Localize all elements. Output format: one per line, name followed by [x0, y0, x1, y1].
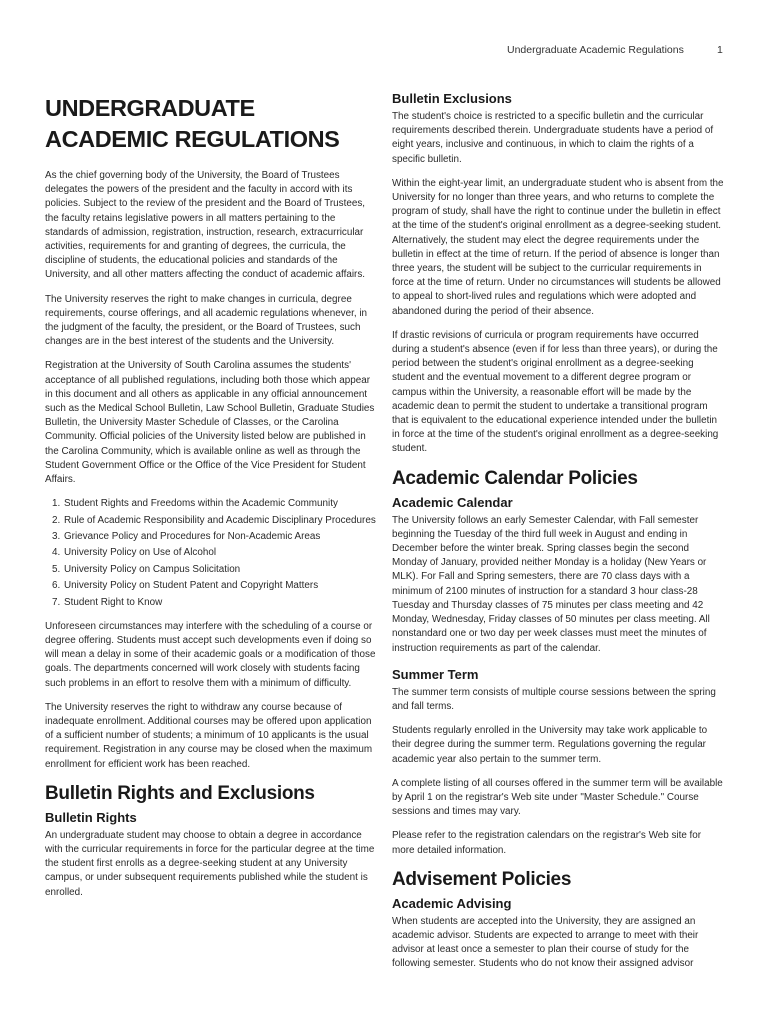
right-column [392, 90, 725, 982]
body-paragraph: The University reserves the right to withdraw any course because of inadequate enrollment. Additional courses may be offered upon application of a sufficient number of students; a minimum of 10 applicants is the usual requirement. Registration in any course may be closed when the maximum enrollment for efficient work has been reached. [45, 701, 373, 770]
subsection-heading: Bulletin Exclusions [392, 91, 512, 106]
section-heading: Academic Calendar Policies [392, 467, 638, 489]
body-paragraph: Unforeseen circumstances may interfere with the scheduling of a course or degree offering. Students must accept such developments even if doing so will mean a delay in some of their academic goals or a modification of those goals. The departments concerned will work closely with students facing such problems in an effort to resolve them with a minimum of difficulty. [45, 620, 376, 689]
subsection-heading: Bulletin Rights [45, 809, 137, 825]
list-item: 6. University Policy on Student Patent and Copyright Matters [63, 579, 378, 593]
list-item: 4. University Policy on Use of Alcohol [63, 546, 378, 560]
body-paragraph: Please refer to the registration calendars on the registrar's Web site for more detailed information. [392, 830, 702, 856]
list-item: 1. Student Rights and Freedoms within the Academic Community [63, 497, 378, 511]
policy-list [45, 497, 378, 610]
list-item: 5. University Policy on Campus Solicitation [63, 563, 378, 577]
body-paragraph: An undergraduate student may choose to obtain a degree in accordance with the curricular requirements in force for the particular degree at the time the student first enrolls as a degree-seeking student at any University campus, or under subsequent requirements published while the student is enrolled. [45, 829, 375, 898]
page-number: 1 [717, 44, 723, 56]
body-paragraph: When students are accepted into the University, they are assigned an academic advisor. Students are expected to arrange to meet with their advisor at least once a semester to plan their course of study for the following semester. Students who do not know their assigned advisor [392, 915, 699, 970]
list-item: 7. Student Right to Know [63, 596, 378, 610]
subsection-heading: Academic Calendar [392, 494, 513, 510]
running-title: Undergraduate Academic Regulations [507, 44, 684, 56]
left-column [45, 90, 378, 910]
intro-paragraph: The University reserves the right to make changes in curricula, degree requirements, course offerings, and all academic regulations whenever, in the judgment of the faculty, the president, or the Board of Trustees, such changes are in the best interest of the students and the University. [45, 293, 368, 348]
body-paragraph: The student's choice is restricted to a specific bulletin and the curricular requirements described therein. Undergraduate students have a period of eight years, inclusive and continuous, in which to claim the rights of a specific bulletin. [392, 111, 714, 165]
intro-paragraph: As the chief governing body of the University, the Board of Trustees delegates the powers of the president and the faculty in accord with its policies. Subject to the review of the president and the Board of Trustees, the faculty retains legislative powers in all matters pertaining to the standards of admission, registration, instruction, research, extracurricular activities, requirements for and granting of degrees, the curricula, the discipline of students, the educational policies and standards of the University, and all other matters affecting the conduct of academic affairs. [45, 170, 366, 281]
body-paragraph: If drastic revisions of curricula or program requirements have occurred during a student's absence (even if for less than three years), or during the period between the student's original enrollment as a degree-seeking student and the eventual movement to a different degree program or campus within the University, a reasonable effort will be made by the academic dean to permit the student to undertake a transitional program that is equivalent to the educational experience intended under the bulletin in force at the time of the student's original enrollment as a degree-seeking student. [392, 329, 719, 455]
body-paragraph: Students regularly enrolled in the University may take work applicable to their degree during the summer term. Regulations governing the regular academic year also pertain to the summer term. [392, 725, 708, 765]
list-item: 3. Grievance Policy and Procedures for Non-Academic Areas [63, 530, 378, 544]
list-item: 2. Rule of Academic Responsibility and Academic Disciplinary Procedures [63, 514, 378, 528]
subsection-heading: Summer Term [392, 666, 479, 682]
intro-paragraph: Registration at the University of South Carolina assumes the students' acceptance of all published regulations, including both those which appear in this document and all others as applicable in any official announcement such as the Medical School Bulletin, Law School Bulletin, Graduate Studies Bulletin, the University Master Schedule of Classes, or the Carolina Community. Official policies of the University listed below are published in the Carolina Community, which is available online as well as through the Student Government Office or the Office of the Vice President for Student Affairs. [45, 360, 375, 486]
section-heading: Advisement Policies [392, 868, 572, 890]
body-paragraph: The summer term consists of multiple course sessions between the spring and fall terms. [392, 686, 716, 712]
subsection-heading: Academic Advising [392, 895, 512, 911]
body-paragraph: A complete listing of all courses offered in the summer term will be available by April 1 on the registrar's Web site under "Master Schedule." Course sessions and times may vary. [392, 777, 723, 818]
body-paragraph: Within the eight-year limit, an undergraduate student who is absent from the University for no longer than three years, and who returns to complete the program of study, shall have the right to continue under the bulletin in effect at the time of the student's original enrollment as a degree-seeking student. Alternatively, the student may elect the degree requirements under the bulletin in effect at the time of return. If the period of absence is longer than three years, the student will be subject to the curricular requirements in force at the time of return. Under no circumstances will students be allowed to appeal to short-lived rules and regulations which were adopted and abandoned during the period of their absence. [392, 177, 724, 317]
page-title: UNDERGRADUATE ACADEMIC REGULATIONS [45, 95, 340, 152]
body-paragraph: The University follows an early Semester Calendar, with Fall semester beginning the Tuesday of the third full week in August and ending in December before the winter break. Spring classes begin the second Monday of January, provided neither Monday is a holiday (New Years or MLK). For Fall and Spring semesters, there are 70 class days with a minimum of 2100 minutes of instruction for a standard 3 hour class-28 Tuesday and Thursday classes of 75 minutes per class meeting and 42 Monday, Wednesday, Friday classes of 50 minutes per class meeting. All nonstandard one or two day per week classes must meet the minutes of instruction requirements as part of the calendar. [392, 514, 710, 654]
section-heading: Bulletin Rights and Exclusions [45, 782, 315, 804]
